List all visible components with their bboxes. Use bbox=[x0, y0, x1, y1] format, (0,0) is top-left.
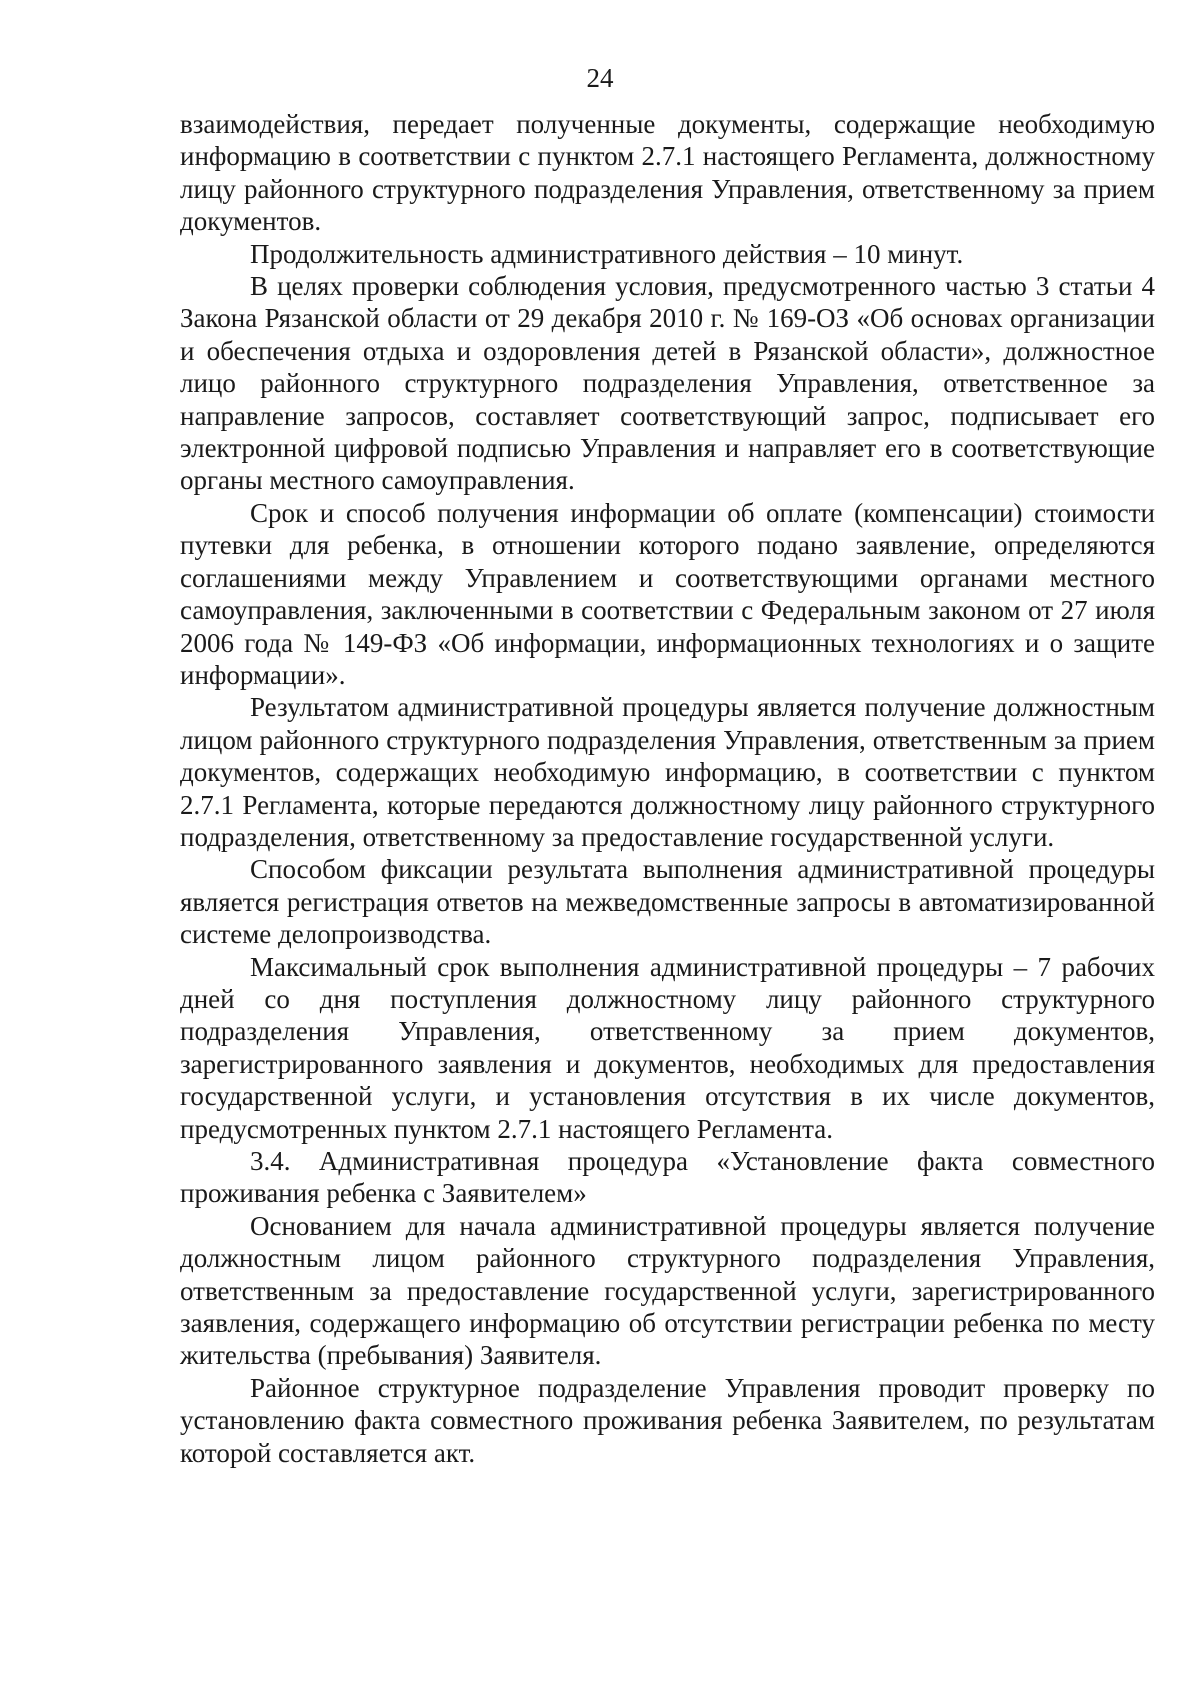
paragraph-verification-request: В целях проверки соблюдения условия, предусмотренного частью 3 статьи 4 Закона Рязанской области от 29 декабря 2010 г. № 169-ОЗ «Об основах организации и обеспечения отдыха и оздоровления детей в Рязанской области», должностное лицо районного структурного подразделения Управления, ответственное за направление запросов, составляет соответствующий запрос, подписывает его электронной цифровой подписью Управления и направляет его в соответствующие органы местного самоуправления. bbox=[180, 271, 1155, 496]
paragraph-result: Результатом административной процедуры является получение должностным лицом районного структурного подразделения Управления, ответственным за прием документов, содержащих необходимую информацию, в соответствии с пунктом 2.7.1 Регламента, которые передаются должностному лицу районного структурного подразделения, ответственному за предоставление государственной услуги. bbox=[180, 692, 1155, 852]
paragraph-fixation-method: Способом фиксации результата выполнения административной процедуры является регистрация ответов на межведомственные запросы в автоматизированной системе делопроизводства. bbox=[180, 854, 1155, 950]
paragraph-inspection-act: Районное структурное подразделение Управления проводит проверку по установлению факта совместного проживания ребенка Заявителем, по результатам которой составляется акт. bbox=[180, 1372, 1155, 1468]
paragraph-duration: Продолжительность административного действия – 10 минут. bbox=[250, 238, 964, 269]
paragraph-max-term: Максимальный срок выполнения административной процедуры – 7 рабочих дней со дня поступления должностному лицу районного структурного подразделения Управления, ответственному за прием документов, зарегистрированного заявления и документов, необходимых для предоставления государственной услуги, и установления отсутствия в их числе документов, предусмотренных пунктом 2.7.1 настоящего Регламента. bbox=[180, 951, 1155, 1144]
paragraph-payment-info: Срок и способ получения информации об оплате (компенсации) стоимости путевки для ребенка, в отношении которого подано заявление, определяются соглашениями между Управлением и соответствующими органами местного самоуправления, заключенными в соответствии с Федеральным законом от 27 июля 2006 года № 149-ФЗ «Об информации, информационных технологиях и о защите информации». bbox=[180, 497, 1155, 690]
section-heading-3-4: 3.4. Административная процедура «Установление факта совместного проживания ребенка с Заявителем» bbox=[180, 1146, 1155, 1209]
paragraph-continuation: взаимодействия, передает полученные документы, содержащие необходимую информацию в соответствии с пунктом 2.7.1 настоящего Регламента, должностному лицу районного структурного подразделения Управления, ответственному за прием документов. bbox=[180, 109, 1155, 237]
paragraph-grounds: Основанием для начала административной процедуры является получение должностным лицом районного структурного подразделения Управления, ответственным за предоставление государственной услуги, зарегистрированного заявления, содержащего информацию об отсутствии регистрации ребенка по месту жительства (пребывания) Заявителя. bbox=[180, 1210, 1155, 1371]
document-body bbox=[180, 108, 1155, 1469]
page-number: 24 bbox=[586, 63, 614, 93]
